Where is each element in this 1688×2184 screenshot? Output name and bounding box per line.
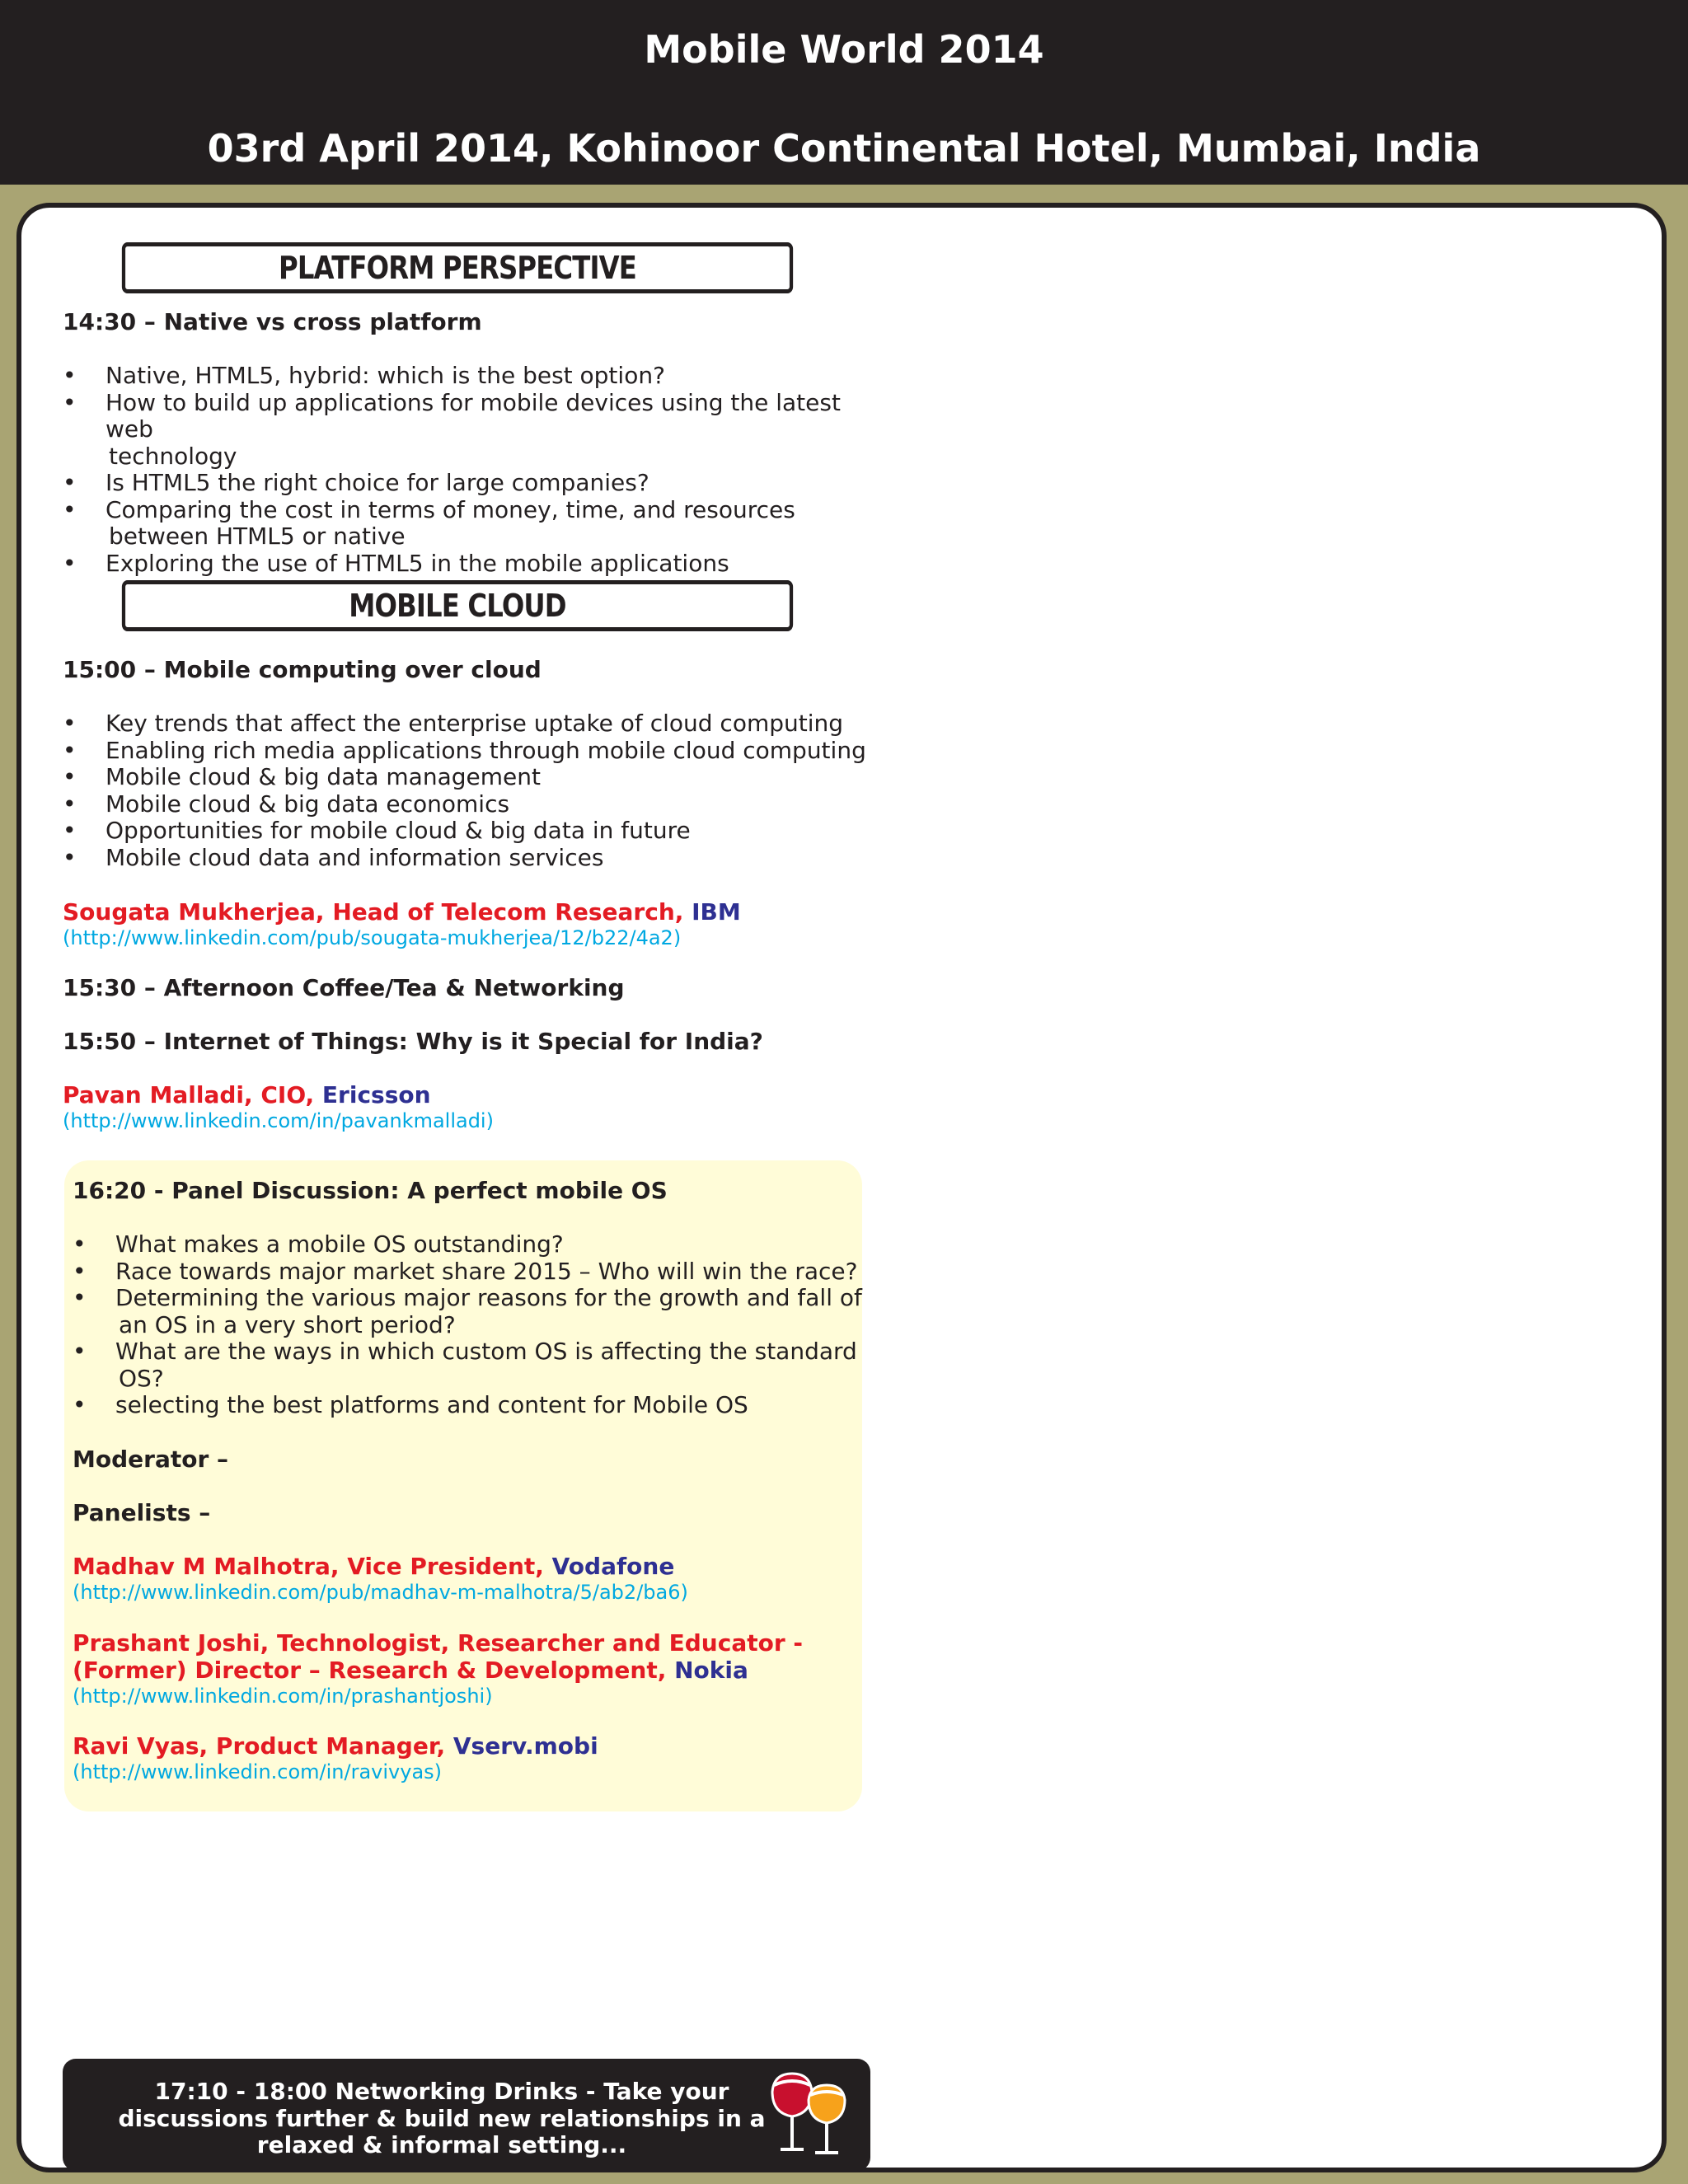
moderator-label: Moderator –	[73, 1446, 229, 1473]
list-item: • What are the ways in which custom OS is affecting the standard OS?	[73, 1338, 880, 1392]
panelist-org: Nokia	[674, 1657, 748, 1684]
networking-drinks-banner	[63, 2059, 870, 2171]
drinks-text: 17:10 - 18:00 Networking Drinks - Take your discussions further & build new relationships in a relaxed & informal setting...	[118, 2078, 766, 2158]
list-item: • Key trends that affect the enterprise uptake of cloud computing	[63, 710, 870, 738]
list-item: • Opportunities for mobile cloud & big data in future	[63, 818, 870, 845]
panelists-label: Panelists –	[73, 1499, 211, 1526]
list-item: • Comparing the cost in terms of money, time, and resources between HTML5 or native	[63, 497, 870, 551]
section-heading-cloud: MOBILE CLOUD	[122, 580, 793, 631]
panelist-name: Madhav M Malhotra, Vice President, Vodafone	[73, 1553, 675, 1580]
list-item: • Is HTML5 the right choice for large companies?	[63, 470, 870, 497]
panelist-name: Prashant Joshi, Technologist, Researcher and Educator -	[73, 1629, 804, 1657]
session-title-iot: 15:50 – Internet of Things: Why is it Special for India?	[63, 1028, 763, 1055]
cloud-bullet-list	[63, 710, 870, 871]
speaker-org: IBM	[692, 898, 741, 926]
panelist-link[interactable]: (http://www.linkedin.com/in/ravivyas)	[73, 1760, 443, 1783]
list-item: • What makes a mobile OS outstanding?	[73, 1231, 880, 1258]
panelist-name-line2: (Former) Director – Research & Development, Nokia	[73, 1657, 748, 1684]
list-item: • How to build up applications for mobile devices using the latest web technology	[63, 390, 870, 471]
list-item: • Exploring the use of HTML5 in the mobile applications	[63, 551, 870, 578]
session-title-cloud: 15:00 – Mobile computing over cloud	[63, 656, 542, 683]
list-item: • Mobile cloud & big data management	[63, 764, 870, 791]
panelist-link[interactable]: (http://www.linkedin.com/in/prashantjoshi)	[73, 1685, 493, 1708]
speaker-link[interactable]: (http://www.linkedin.com/in/pavankmalladi)	[63, 1109, 494, 1132]
speaker-org: Ericsson	[321, 1081, 431, 1108]
session-title-coffee: 15:30 – Afternoon Coffee/Tea & Networking	[63, 974, 625, 1001]
panel-bullet-list	[73, 1231, 880, 1419]
list-item: • Enabling rich media applications through mobile cloud computing	[63, 738, 870, 765]
panelist-name: Ravi Vyas, Product Manager, Vserv.mobi	[73, 1732, 598, 1760]
platform-bullet-list	[63, 363, 870, 577]
list-item: • Native, HTML5, hybrid: which is the best option?	[63, 363, 870, 390]
agenda-panel	[16, 203, 1667, 2172]
event-subtitle: 03rd April 2014, Kohinoor Continental Hotel, Mumbai, India	[207, 126, 1481, 171]
panelist-org: Vserv.mobi	[452, 1732, 598, 1760]
list-item: • Determining the various major reasons for the growth and fall of an OS in a very short period?	[73, 1285, 880, 1338]
wine-glasses-icon	[767, 2067, 858, 2159]
speaker-name: Sougata Mukherjea, Head of Telecom Research, IBM	[63, 898, 741, 926]
list-item: • Race towards major market share 2015 – Who will win the race?	[73, 1258, 880, 1286]
list-item: • Mobile cloud & big data economics	[63, 791, 870, 818]
session-title-panel: 16:20 - Panel Discussion: A perfect mobile OS	[73, 1177, 668, 1204]
page-header	[0, 0, 1688, 185]
panelist-link[interactable]: (http://www.linkedin.com/pub/madhav-m-malhotra/5/ab2/ba6)	[73, 1581, 688, 1604]
session-title-native: 14:30 – Native vs cross platform	[63, 308, 482, 335]
speaker-name: Pavan Malladi, CIO, Ericsson	[63, 1081, 431, 1108]
list-item: • selecting the best platforms and content for Mobile OS	[73, 1392, 880, 1419]
event-title: Mobile World 2014	[644, 27, 1044, 72]
section-heading-platform: PLATFORM PERSPECTIVE	[122, 242, 793, 293]
list-item: • Mobile cloud data and information services	[63, 845, 870, 872]
panelist-org: Vodafone	[551, 1553, 675, 1580]
speaker-link[interactable]: (http://www.linkedin.com/pub/sougata-mukherjea/12/b22/4a2)	[63, 926, 682, 949]
